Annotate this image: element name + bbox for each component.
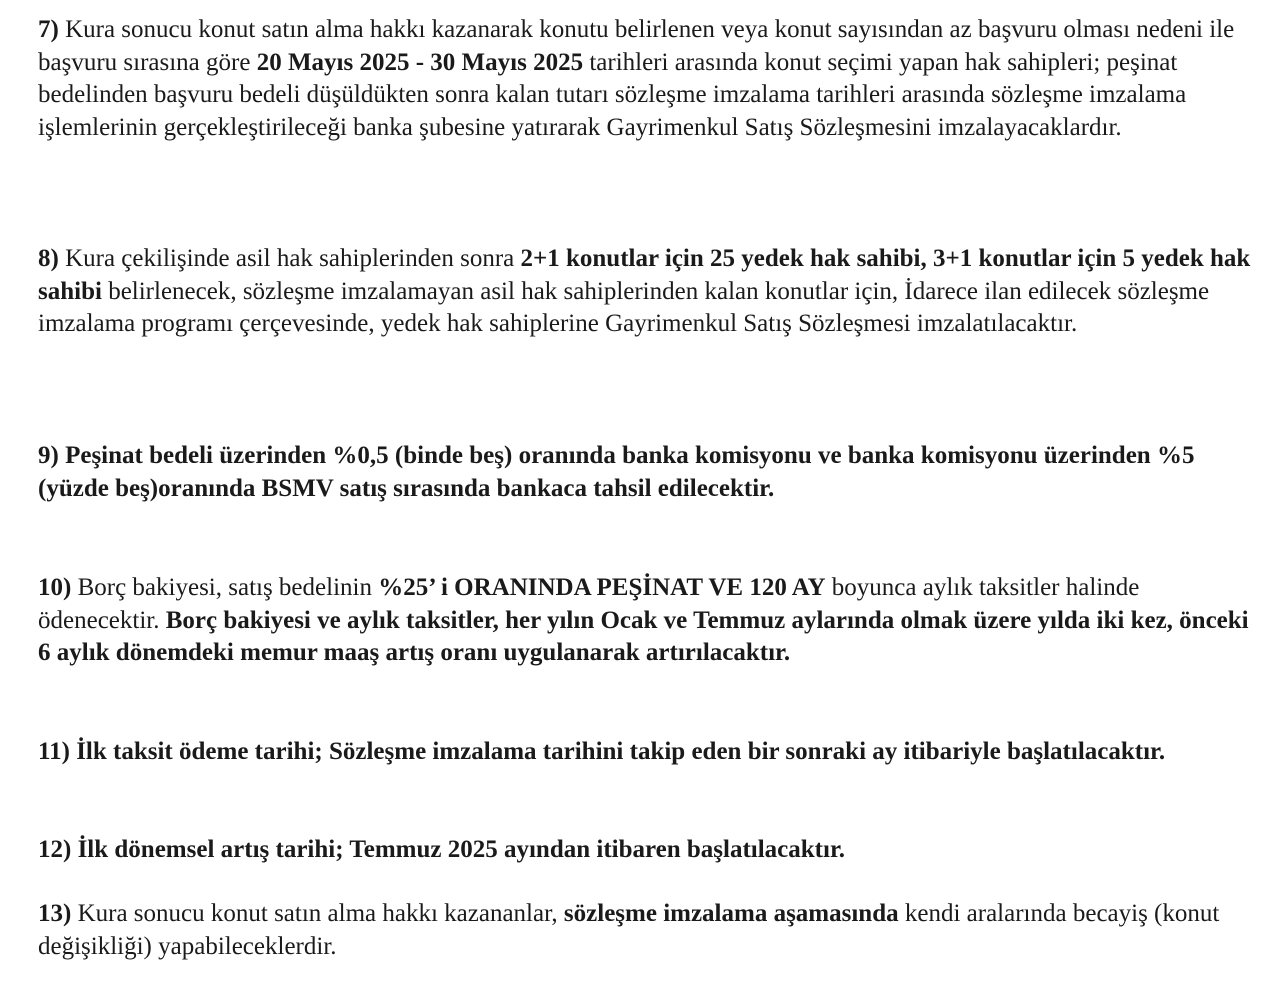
paragraph-13-text-end: kendi aralarında becayiş (konut değişikliği) yapabileceklerdir. bbox=[38, 900, 1220, 960]
paragraph-10-increase-rule: Borç bakiyesi ve aylık taksitler, her yılın Ocak ve Temmuz aylarında olmak üzere yılda iki kez, önceki 6 aylık dönemdeki memur maaş artış oranı uygulanarak artırılacaktır. bbox=[38, 606, 1249, 666]
paragraph-11 bbox=[38, 736, 1165, 769]
paragraph-8-reserve-counts: 2+1 konutlar için 25 yedek hak sahibi, 3+1 konutlar için 5 yedek hak sahibi bbox=[38, 245, 1251, 305]
paragraph-13-text: Kura sonucu konut satın alma hakkı kazananlar, bbox=[71, 900, 564, 927]
paragraph-7 bbox=[38, 14, 1260, 144]
paragraph-13-number: 13) bbox=[38, 900, 72, 927]
paragraph-8 bbox=[38, 243, 1260, 341]
paragraph-10-text-mid: boyunca aylık taksitler halinde ödenecektir. bbox=[38, 574, 1140, 634]
paragraph-10-down-payment: %25’ i ORANINDA PEŞİNAT VE 120 AY bbox=[378, 574, 826, 601]
paragraph-9-text: 9) Peşinat bedeli üzerinden %0,5 (binde beş) oranında banka komisyonu ve banka komisyonu üzerinden %5 (yüzde beş)oranında BSMV satış sırasında bankaca tahsil edilecektir. bbox=[38, 442, 1195, 502]
paragraph-10 bbox=[38, 572, 1260, 670]
paragraph-7-dates: 20 Mayıs 2025 - 30 Mayıs 2025 bbox=[256, 48, 584, 76]
paragraph-11-text: 11) İlk taksit ödeme tarihi; Sözleşme imzalama tarihini takip eden bir sonraki ay itibariyle başlatılacaktır. bbox=[38, 738, 1166, 765]
paragraph-10-number: 10) bbox=[38, 574, 72, 601]
paragraph-12 bbox=[38, 834, 845, 867]
paragraph-8-number: 8) bbox=[38, 245, 59, 272]
paragraph-7-text-end: tarihleri arasında konut seçimi yapan hak sahipleri; peşinat bedelinden başvuru bedeli düşüldükten sonra kalan tutarı sözleşme imzalama tarihleri arasında sözleşme imzalama işlemlerinin gerçekleştirileceği banka şubesine yatırarak Gayrimenkul Satış Sözleşmesini imzalayacaklardır. bbox=[38, 48, 1187, 141]
paragraph-12-text: 12) İlk dönemsel artış tarihi; Temmuz 2025 ayından itibaren başlatılacaktır. bbox=[38, 836, 846, 863]
paragraph-7-number: 7) bbox=[38, 16, 59, 43]
paragraph-8-text: Kura çekilişinde asil hak sahiplerinden sonra bbox=[58, 245, 521, 272]
paragraph-10-text: Borç bakiyesi, satış bedelinin bbox=[71, 574, 379, 601]
paragraph-8-text-end: belirlenecek, sözleşme imzalamayan asil hak sahiplerinden kalan konutlar için, İdarece ilan edilecek sözleşme imzalama programı çerçevesinde, yedek hak sahiplerine Gayrimenkul Satış Sözleşmesi imzalatılacaktır. bbox=[38, 277, 1210, 337]
paragraph-13-stage: sözleşme imzalama aşamasında bbox=[563, 900, 899, 927]
paragraph-7-text: Kura sonucu konut satın alma hakkı kazanarak konutu belirlenen veya konut sayısından az başvuru olması nedeni ile başvuru sırasına göre bbox=[38, 16, 1235, 76]
paragraph-9 bbox=[38, 440, 1260, 505]
paragraph-13 bbox=[38, 898, 1260, 963]
